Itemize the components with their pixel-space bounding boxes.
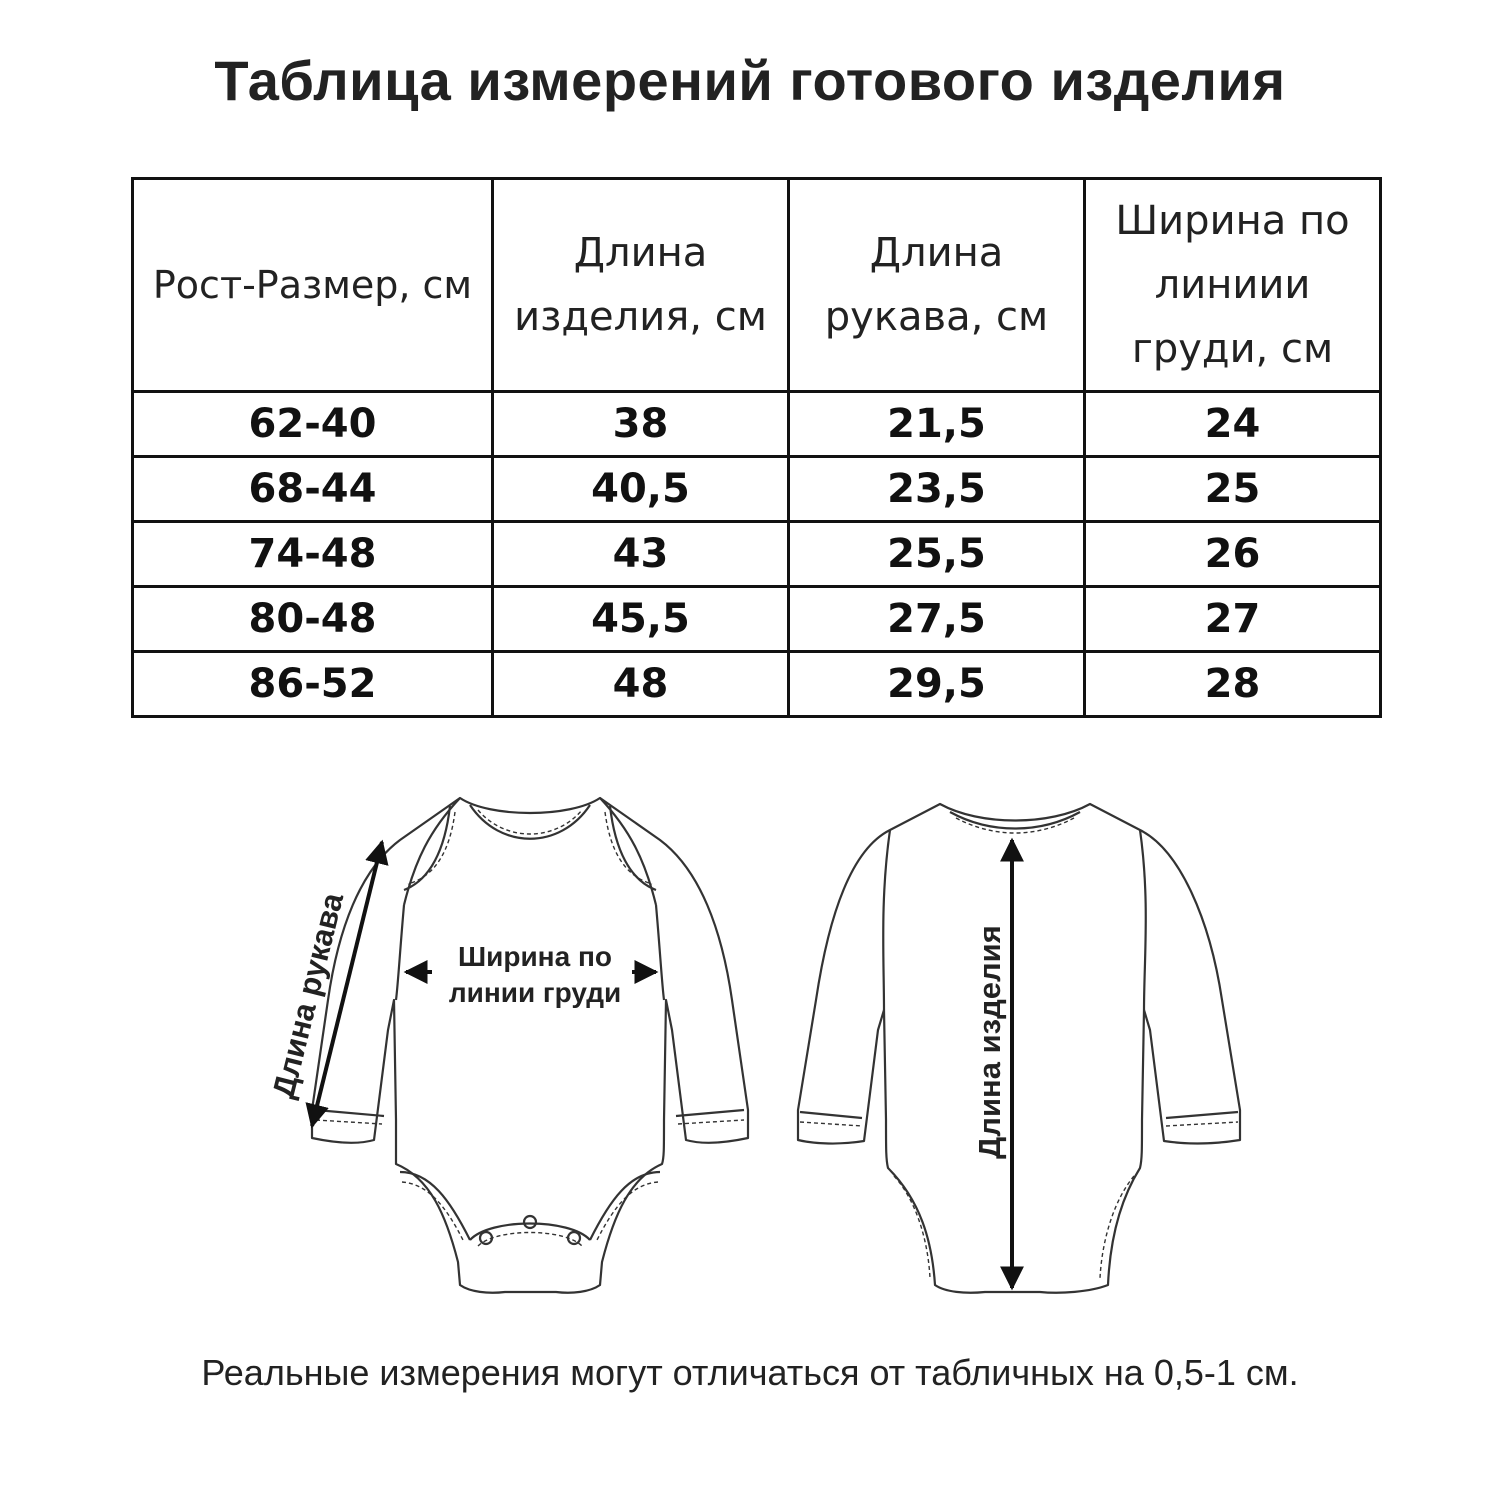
table-cell: 24 [1085, 392, 1381, 457]
chest-width-label: линии груди [448, 977, 622, 1008]
header-line: изделия, см [514, 294, 767, 340]
table-cell: 25,5 [789, 522, 1085, 587]
size-table [131, 177, 1382, 718]
page-title: Таблица измерений готового изделия [214, 49, 1286, 112]
header-line: Длина [573, 230, 708, 276]
header-line: линиии [1154, 262, 1311, 308]
garment-length-label: Длина изделия [972, 925, 1007, 1159]
table-cell: 23,5 [789, 457, 1085, 522]
table-row [133, 457, 1381, 522]
table-cell: 48 [493, 652, 789, 717]
bodysuit-back [798, 804, 1240, 1293]
bodysuit-front [312, 798, 748, 1293]
table-row [133, 522, 1381, 587]
garment-illustration [0, 760, 1500, 1320]
table-cell: 86-52 [133, 652, 493, 717]
table-header-row [133, 179, 1381, 392]
table-cell: 68-44 [133, 457, 493, 522]
table-cell: 43 [493, 522, 789, 587]
table-cell: 29,5 [789, 652, 1085, 717]
footnote: Реальные измерения могут отличаться от табличных на 0,5-1 см. [201, 1352, 1299, 1393]
table-cell: 45,5 [493, 587, 789, 652]
header-chest-width [1085, 179, 1381, 392]
table-cell: 28 [1085, 652, 1381, 717]
table-cell: 26 [1085, 522, 1381, 587]
header-line: Длина [869, 230, 1004, 276]
table-row [133, 652, 1381, 717]
header-line: груди, см [1131, 326, 1334, 372]
sleeve-length-label: Длина рукава [265, 889, 351, 1102]
header-line: рукава, см [824, 294, 1049, 340]
header-height-size [133, 179, 493, 392]
table-cell: 27 [1085, 587, 1381, 652]
table-cell: 80-48 [133, 587, 493, 652]
table-cell: 40,5 [493, 457, 789, 522]
table-cell: 62-40 [133, 392, 493, 457]
chest-width-label: Ширина по [458, 941, 612, 972]
header-garment-length [493, 179, 789, 392]
table-cell: 74-48 [133, 522, 493, 587]
table-cell: 38 [493, 392, 789, 457]
table-cell: 27,5 [789, 587, 1085, 652]
header-line: Рост-Размер, см [152, 263, 473, 307]
header-sleeve-length [789, 179, 1085, 392]
table-cell: 25 [1085, 457, 1381, 522]
table-row [133, 587, 1381, 652]
table-cell: 21,5 [789, 392, 1085, 457]
header-line: Ширина по [1115, 198, 1350, 244]
table-row [133, 392, 1381, 457]
